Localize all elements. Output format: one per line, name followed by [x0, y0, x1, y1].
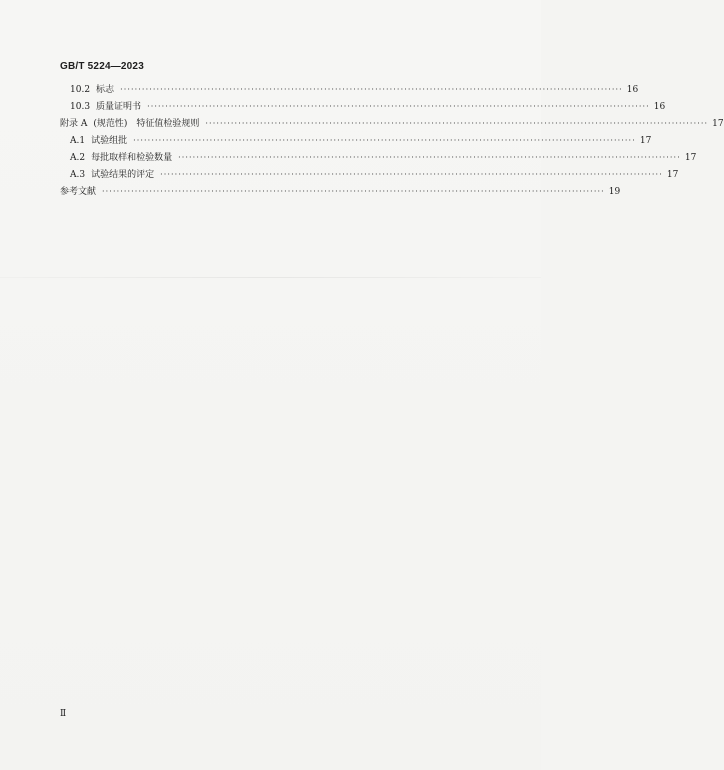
dot-leader: ·········································································································································· [147, 102, 650, 111]
toc-entry-title: 试验结果的评定 [91, 170, 155, 180]
toc-entry-page: 19 [608, 187, 621, 197]
scan-fold-line [0, 277, 541, 278]
dot-leader: ·········································································································································· [120, 85, 623, 94]
toc-entry-number: A.1 [70, 136, 86, 146]
toc-entry-number: 附录 A [60, 119, 88, 129]
toc-entry-page: 17 [712, 119, 724, 129]
toc-entry-number: 10.3 [70, 102, 91, 112]
toc-entry-page: 16 [626, 85, 639, 95]
dot-leader: ·········································································································································· [133, 136, 636, 145]
toc-entry-page: 16 [653, 102, 666, 112]
toc-entry-a-2[interactable] [70, 151, 697, 165]
toc-entry-title: (规范性) 特征值检验规则 [93, 119, 200, 129]
dot-leader: ·········································································································································· [102, 187, 605, 196]
dot-leader: ·········································································································································· [205, 119, 709, 128]
toc-entry-page: 17 [684, 153, 697, 163]
toc-entry-title: 试验组批 [91, 136, 128, 146]
page-number-footer: Ⅱ [60, 709, 67, 719]
toc-entry-title: 标志 [96, 85, 115, 95]
toc-entry-page: 17 [639, 136, 652, 146]
toc-entry-number: A.3 [70, 170, 86, 180]
toc-entry-a-3[interactable] [70, 168, 679, 182]
toc-entry-10-2[interactable] [70, 83, 639, 97]
toc-entry-page: 17 [666, 170, 679, 180]
toc-entry-title: 质量证明书 [96, 102, 142, 112]
standard-code-header: GB/T 5224—2023 [60, 61, 144, 72]
toc-entry-10-3[interactable] [70, 100, 666, 114]
toc-entry-number: A.2 [70, 153, 86, 163]
toc-entry-number: 10.2 [70, 85, 91, 95]
toc-entry-appendix-a[interactable] [60, 117, 724, 131]
dot-leader: ·········································································································································· [178, 153, 681, 162]
toc-entry-a-1[interactable] [70, 134, 652, 148]
toc-entry-title: 每批取样和检验数量 [91, 153, 173, 163]
toc-entry-references[interactable] [60, 185, 621, 199]
toc-entry-title: 参考文献 [60, 187, 97, 197]
dot-leader: ·········································································································································· [160, 170, 663, 179]
